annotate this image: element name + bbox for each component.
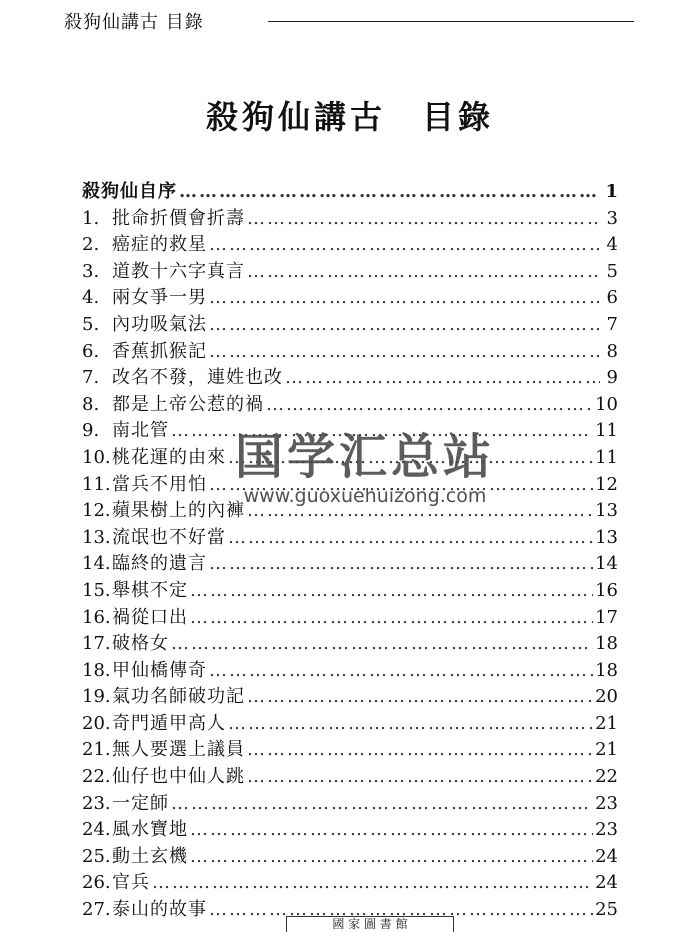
footer-stamp-text: 國 家 圖 書 館 xyxy=(332,917,408,931)
toc-entry-label: 奇門遁甲高人 xyxy=(112,712,226,734)
dot-leader xyxy=(179,181,600,202)
dot-leader xyxy=(247,208,600,229)
toc-entry-number: 5. xyxy=(82,313,100,335)
toc-entry[interactable] xyxy=(82,629,618,656)
toc-entry[interactable] xyxy=(82,549,618,576)
dot-leader xyxy=(171,793,593,814)
toc-page-number: 6 xyxy=(606,287,618,309)
toc-entry[interactable] xyxy=(82,204,618,231)
toc-page-number: 23 xyxy=(595,792,618,814)
toc-entry-number: 19. xyxy=(82,686,111,708)
toc-page-number: 7 xyxy=(606,313,618,335)
dot-leader xyxy=(209,234,600,255)
toc-entry-label: 都是上帝公惹的禍 xyxy=(112,393,264,415)
toc-entry-number: 12. xyxy=(82,500,111,522)
dot-leader xyxy=(209,660,593,681)
toc-entry[interactable] xyxy=(82,762,618,789)
toc-entry-label: 舉棋不定 xyxy=(112,579,188,601)
toc-entry-label: 香蕉抓猴記 xyxy=(112,340,207,362)
toc-page-number: 5 xyxy=(606,260,618,282)
toc-page-number: 3 xyxy=(606,207,618,229)
dot-leader xyxy=(190,607,593,628)
toc-page-number: 4 xyxy=(606,234,618,256)
toc-entry-label: 破格女 xyxy=(112,633,169,655)
toc-entry[interactable] xyxy=(82,230,618,257)
toc-entry-number: 27. xyxy=(82,899,111,921)
toc-entry[interactable] xyxy=(82,257,618,284)
toc-entry-number: 20. xyxy=(82,712,111,734)
toc-entry[interactable] xyxy=(82,735,618,762)
toc-entry-label: 批命折價會折壽 xyxy=(112,207,245,229)
toc-entry-label: 道教十六字真言 xyxy=(112,260,245,282)
toc-entry-number: 11. xyxy=(82,473,111,495)
dot-leader xyxy=(209,287,600,308)
toc-page-number: 14 xyxy=(595,553,618,575)
dot-leader xyxy=(209,474,593,495)
dot-leader xyxy=(209,341,600,362)
toc-entry-label: 氣功名師破功記 xyxy=(112,686,245,708)
toc-page-number: 10 xyxy=(595,393,618,415)
watermark-text: 国学汇总站 xyxy=(234,429,495,485)
dot-leader xyxy=(190,580,593,601)
toc-entry-label: 南北管 xyxy=(112,420,169,442)
dot-leader xyxy=(152,872,593,893)
dot-leader xyxy=(266,394,593,415)
dot-leader xyxy=(190,846,593,867)
toc-entry-number: 18. xyxy=(82,659,111,681)
toc-entry-label: 風水寶地 xyxy=(112,819,188,841)
toc-entry[interactable] xyxy=(82,815,618,842)
dot-leader xyxy=(228,713,593,734)
toc-entry-label: 臨終的遺言 xyxy=(112,553,207,575)
toc-entry-preface[interactable] xyxy=(82,177,618,204)
toc-entry-number: 3. xyxy=(82,260,100,282)
footer-stamp xyxy=(286,916,454,932)
toc-page-number: 25 xyxy=(595,899,618,921)
dot-leader xyxy=(247,766,593,787)
toc-entry-label: 兩女爭一男 xyxy=(112,287,207,309)
toc-entry[interactable] xyxy=(82,789,618,816)
toc-entry-number: 24. xyxy=(82,819,111,841)
toc-entry[interactable] xyxy=(82,283,618,310)
toc-page-number: 23 xyxy=(595,819,618,841)
toc-entry-label: 動土玄機 xyxy=(112,845,188,867)
toc-entry-number: 26. xyxy=(82,872,111,894)
toc-page-number: 24 xyxy=(595,845,618,867)
dot-leader xyxy=(209,553,593,574)
toc-entry[interactable] xyxy=(82,470,618,497)
toc-entry-label: 禍從口出 xyxy=(112,606,188,628)
toc-entry[interactable] xyxy=(82,656,618,683)
toc-entry-label: 改名不發，連姓也改 xyxy=(112,367,283,389)
toc-entry-label: 仙仔也中仙人跳 xyxy=(112,766,245,788)
toc-entry-label: 當兵不用怕 xyxy=(112,473,207,495)
toc-entry-label: 甲仙橋傳奇 xyxy=(112,659,207,681)
toc-entry-number: 4. xyxy=(82,287,100,309)
toc-entry-number: 7. xyxy=(82,367,100,389)
dot-leader xyxy=(228,527,593,548)
toc-entry-label: 癌症的救星 xyxy=(112,234,207,256)
toc-entry-label: 桃花運的由來 xyxy=(112,446,226,468)
toc-entry[interactable] xyxy=(82,682,618,709)
dot-leader xyxy=(285,367,600,388)
toc-entry-label: 一定師 xyxy=(112,792,169,814)
dot-leader xyxy=(247,261,600,282)
header-rule xyxy=(268,21,634,22)
dot-leader xyxy=(247,500,593,521)
dot-leader xyxy=(171,633,593,654)
toc-page-number: 18 xyxy=(595,659,618,681)
toc-entry[interactable] xyxy=(82,416,618,443)
toc-entry-label: 內功吸氣法 xyxy=(112,313,207,335)
toc-entry[interactable] xyxy=(82,337,618,364)
toc-entry[interactable] xyxy=(82,523,618,550)
toc-entry-number: 6. xyxy=(82,340,100,362)
toc-page-number: 20 xyxy=(595,686,618,708)
toc-page-number: 21 xyxy=(595,712,618,734)
toc-page-number: 17 xyxy=(595,606,618,628)
page-title: 殺狗仙講古 目錄 xyxy=(205,98,494,136)
toc-entry[interactable] xyxy=(82,310,618,337)
toc-page-number: 13 xyxy=(595,500,618,522)
toc-page-number: 8 xyxy=(606,340,618,362)
toc-entry-label: 蘋果樹上的內褲 xyxy=(112,500,245,522)
toc-page-number: 24 xyxy=(595,872,618,894)
toc-entry-number: 15. xyxy=(82,579,111,601)
toc-entry-number: 13. xyxy=(82,526,111,548)
toc-entry-label: 無人要選上議員 xyxy=(112,739,245,761)
dot-leader xyxy=(171,420,593,441)
watermark-url: www.guoxuehuizong.com xyxy=(243,485,487,507)
toc-entry[interactable] xyxy=(82,868,618,895)
toc-entry[interactable] xyxy=(82,363,618,390)
dot-leader xyxy=(190,819,593,840)
toc-entry-label: 官兵 xyxy=(112,872,150,894)
running-header: 殺狗仙講古 目錄 xyxy=(64,12,204,33)
toc-entry[interactable] xyxy=(82,603,618,630)
toc-entry-number: 16. xyxy=(82,606,111,628)
toc-entry[interactable] xyxy=(82,576,618,603)
dot-leader xyxy=(228,447,593,468)
toc-entry[interactable] xyxy=(82,842,618,869)
toc-entry-label: 流氓也不好當 xyxy=(112,526,226,548)
toc-page-number: 11 xyxy=(595,446,618,468)
toc-entry-number: 1. xyxy=(82,207,100,229)
toc-entry[interactable] xyxy=(82,443,618,470)
toc-entry-number: 9. xyxy=(82,420,100,442)
toc-entry-number: 21. xyxy=(82,739,111,761)
dot-leader xyxy=(209,314,600,335)
toc-page-number: 21 xyxy=(595,739,618,761)
toc-entry-number: 8. xyxy=(82,393,100,415)
toc-page-number: 12 xyxy=(595,473,618,495)
toc-entry-number: 14. xyxy=(82,553,111,575)
toc-entry-label: 泰山的故事 xyxy=(112,899,207,921)
dot-leader xyxy=(247,739,593,760)
toc-page-number: 11 xyxy=(595,420,618,442)
toc-entry-number: 22. xyxy=(82,766,111,788)
toc-entry-label: 殺狗仙自序 xyxy=(82,181,177,202)
toc-entry[interactable] xyxy=(82,390,618,417)
toc-entry[interactable] xyxy=(82,496,618,523)
toc-page-number: 9 xyxy=(606,367,618,389)
toc-page-number: 16 xyxy=(595,579,618,601)
table-of-contents xyxy=(82,177,618,922)
toc-entry-number: 10. xyxy=(82,446,111,468)
toc-page-number: 13 xyxy=(595,526,618,548)
toc-entry[interactable] xyxy=(82,709,618,736)
toc-entry-number: 23. xyxy=(82,792,111,814)
toc-page-number: 22 xyxy=(595,766,618,788)
toc-entry-number: 2. xyxy=(82,234,100,256)
toc-entry-number: 25. xyxy=(82,845,111,867)
dot-leader xyxy=(247,686,593,707)
toc-page-number: 18 xyxy=(595,633,618,655)
toc-entry-number: 17. xyxy=(82,633,111,655)
toc-page-number: 1 xyxy=(605,181,618,202)
